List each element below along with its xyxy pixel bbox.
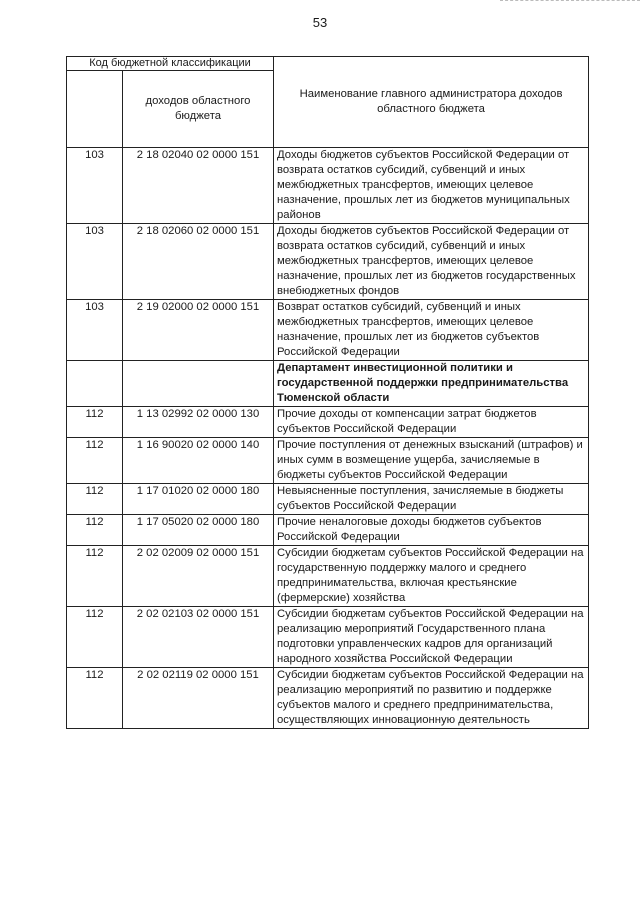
revenue-code-cell: 2 18 02040 02 0000 151 xyxy=(123,148,274,224)
table-row xyxy=(67,546,589,607)
revenue-name-cell: Прочие доходы от компенсации затрат бюджетов субъектов Российской Федерации xyxy=(274,407,589,438)
revenue-code-cell: 1 17 05020 02 0000 180 xyxy=(123,515,274,546)
admin-code-cell: 103 xyxy=(67,224,123,300)
admin-code-cell: 112 xyxy=(67,668,123,729)
table-row xyxy=(67,224,589,300)
revenue-name-cell: Прочие поступления от денежных взысканий (штрафов) и иных сумм в возмещение ущерба, зачисляемые в бюджеты субъектов Российской Федерации xyxy=(274,438,589,484)
revenue-name-cell: Невыясненные поступления, зачисляемые в бюджеты субъектов Российской Федерации xyxy=(274,484,589,515)
admin-code-cell: 103 xyxy=(67,300,123,361)
revenue-code-cell: 2 18 02060 02 0000 151 xyxy=(123,224,274,300)
table-row xyxy=(67,607,589,668)
header-group-label: Код бюджетной классификации xyxy=(67,57,274,71)
admin-code-cell: 112 xyxy=(67,515,123,546)
admin-code-cell: 112 xyxy=(67,438,123,484)
revenue-code-cell: 2 02 02119 02 0000 151 xyxy=(123,668,274,729)
admin-code-cell: 112 xyxy=(67,407,123,438)
table-row xyxy=(67,668,589,729)
revenue-code-cell: 2 19 02000 02 0000 151 xyxy=(123,300,274,361)
revenue-code-cell: 2 02 02103 02 0000 151 xyxy=(123,607,274,668)
revenue-code-cell: 1 17 01020 02 0000 180 xyxy=(123,484,274,515)
budget-classification-table xyxy=(66,56,589,729)
department-row xyxy=(67,361,589,407)
revenue-name-cell: Возврат остатков субсидий, субвенций и иных межбюджетных трансфертов, имеющих целевое назначение, прошлых лет из бюджетов субъектов Российской Федерации xyxy=(274,300,589,361)
revenue-name-cell: Департамент инвестиционной политики и государственной поддержки предпринимательства Тюменской области xyxy=(274,361,589,407)
table-row xyxy=(67,148,589,224)
admin-code-cell: 112 xyxy=(67,484,123,515)
admin-code-cell: 112 xyxy=(67,607,123,668)
revenue-code-cell: 1 13 02992 02 0000 130 xyxy=(123,407,274,438)
table-row xyxy=(67,484,589,515)
admin-code-cell: 112 xyxy=(67,546,123,607)
revenue-name-cell: Субсидии бюджетам субъектов Российской Федерации на реализацию мероприятий Государственного плана подготовки управленческих кадров для организаций народного хозяйства Российской Федерации xyxy=(274,607,589,668)
scan-edge-line xyxy=(500,0,640,2)
revenue-code-cell: 2 02 02009 02 0000 151 xyxy=(123,546,274,607)
revenue-code-cell: 1 16 90020 02 0000 140 xyxy=(123,438,274,484)
revenue-name-cell: Субсидии бюджетам субъектов Российской Федерации на государственную поддержку малого и среднего предпринимательства, включая крестьянские (фермерские) хозяйства xyxy=(274,546,589,607)
revenue-code-cell xyxy=(123,361,274,407)
revenue-name-cell: Доходы бюджетов субъектов Российской Федерации от возврата остатков субсидий, субвенций и иных межбюджетных трансфертов, имеющих целевое назначение, прошлых лет из бюджетов государственных внебюджетных фондов xyxy=(274,224,589,300)
revenue-name-cell: Прочие неналоговые доходы бюджетов субъектов Российской Федерации xyxy=(274,515,589,546)
table-row xyxy=(67,515,589,546)
header-administrator-name: Наименование главного администратора доходов областного бюджета xyxy=(274,57,589,148)
table-row xyxy=(67,407,589,438)
admin-code-cell xyxy=(67,361,123,407)
table-row xyxy=(67,300,589,361)
admin-code-cell: 103 xyxy=(67,148,123,224)
table-row xyxy=(67,438,589,484)
header-revenue-code: доходов областного бюджета xyxy=(123,71,274,148)
revenue-name-cell: Доходы бюджетов субъектов Российской Федерации от возврата остатков субсидий, субвенций и иных межбюджетных трансфертов, имеющих целевое назначение, прошлых лет из бюджетов муниципальных районов xyxy=(274,148,589,224)
table-body xyxy=(67,148,589,729)
page-number: 53 xyxy=(312,15,328,30)
revenue-name-cell: Субсидии бюджетам субъектов Российской Федерации на реализацию мероприятий по развитию и поддержке субъектов малого и среднего предпринимательства, осуществляющих инновационную деятельность xyxy=(274,668,589,729)
header-admin-code xyxy=(67,71,123,148)
